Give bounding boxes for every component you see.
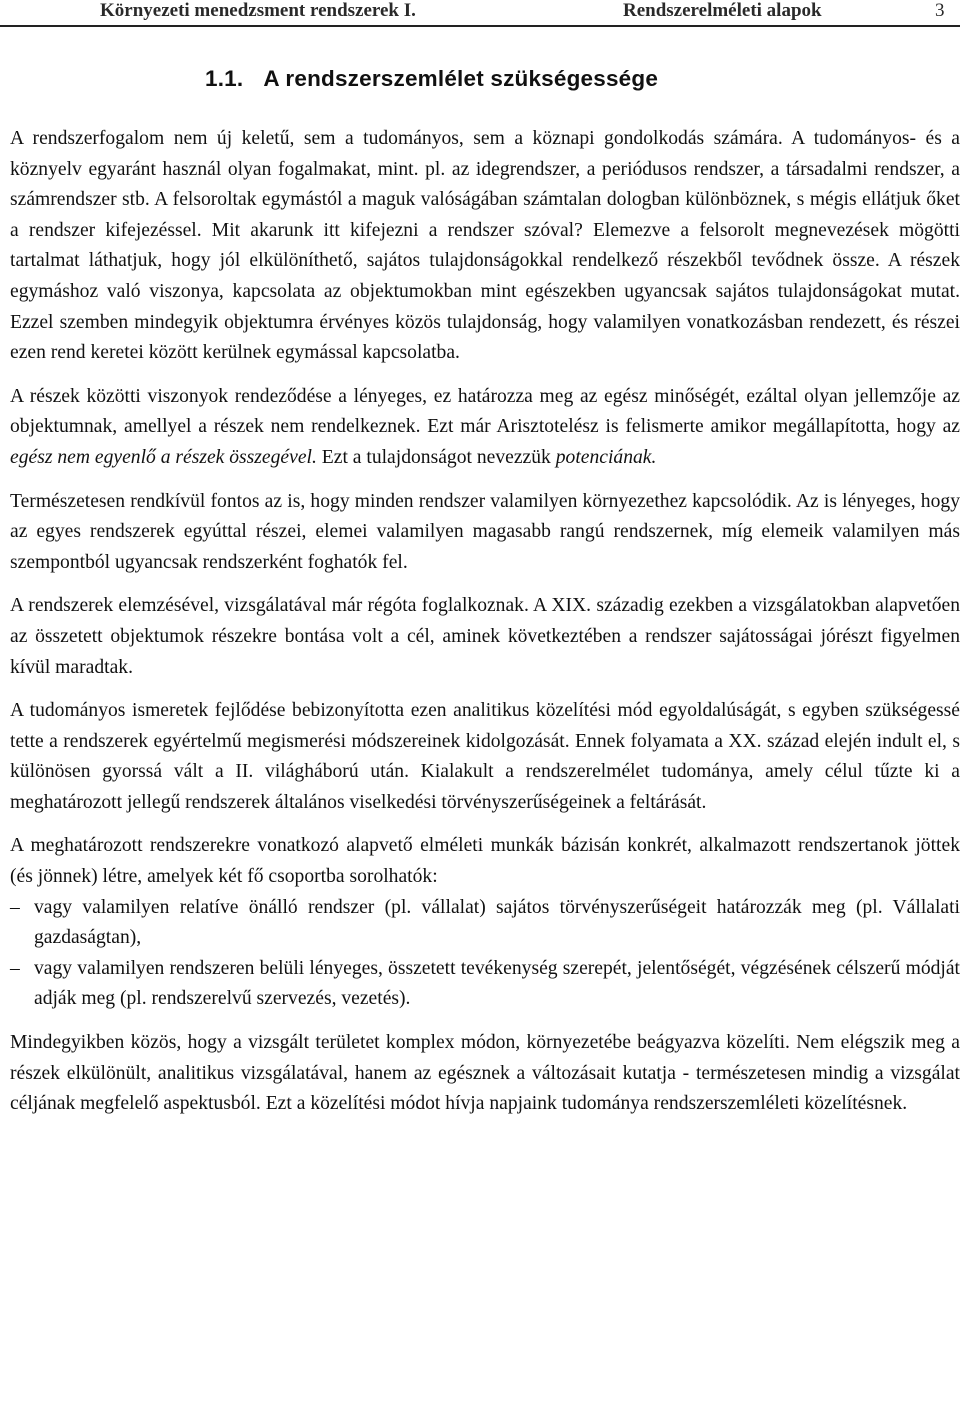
dash-list (10, 893, 960, 1015)
paragraph-5: A tudományos ismeretek fejlődése bebizonyította ezen analitikus közelítési mód egyoldalúságát, s egyben szükségessé tette a rendszerek egyértelmű megismerési módszereinek kidolgozását. Ennek folyamata a XX. század elején indult el, s különösen gyorssá vált a II. világháború után. Kialakult a rendszerelmélet tudománya, amely célul tűzte ki a meghatározott jellegű rendszerek általános viselkedési törvényszerűségeinek a feltárását. (10, 700, 960, 813)
document-body (10, 124, 960, 1120)
header-chapter-title: Rendszerelméleti alapok (623, 0, 822, 21)
paragraph-7: Mindegyikben közös, hogy a vizsgált területet komplex módon, környezetébe beágyazva közelíti. Nem elégszik meg a részek elkülönült, analitikus vizsgálatával, hanem az egésznek a változásait kutatja - természetesen mindig a vizsgálat céljának megfelelő aspektusból. Ezt a közelítési módot hívja napjaink tudománya rendszerszemléleti közelítésnek. (10, 1032, 960, 1115)
running-header (0, 0, 960, 27)
paragraph-2 (10, 382, 960, 474)
list-item-text: vagy valamilyen relatíve önálló rendszer (pl. vállalat) sajátos törvényszerűségeit határozzák meg (pl. Vállalati gazdaságtan), (34, 896, 960, 949)
header-course-title: Környezeti menedzsment rendszerek I. (100, 0, 416, 21)
list-item (10, 893, 960, 954)
paragraph-6: A meghatározott rendszerekre vonatkozó alapvető elméleti munkák bázisán konkrét, alkalmazott rendszertanok jöttek (és jönnek) létre, amelyek két fő csoportba sorolhatók: (10, 835, 960, 888)
list-item-text: vagy valamilyen rendszeren belüli lényeges, összetett tevékenység szerepét, jelentőségét, végzésének célszerű módját adják meg (pl. rendszerelvű szervezés, vezetés). (34, 957, 960, 1010)
section-number: 1.1. (205, 66, 244, 91)
page-number: 3 (935, 0, 945, 21)
paragraph-2-text-a: A részek közötti viszonyok rendeződése a lényeges, ez határozza meg az egész minőségét, ezáltal olyan jellemzője az objektumnak, amellyel a részek nem rendelkeznek. Ezt már Arisztotelész is felismerte amikor megállapította, hogy az (10, 385, 960, 438)
paragraph-2-text-b: Ezt a tulajdonságot nevezzük (316, 446, 556, 468)
list-dash-marker: – (10, 957, 20, 979)
paragraph-2-emphasis-2: potenciának. (555, 446, 657, 468)
paragraph-2-emphasis-1: egész nem egyenlő a részek összegével. (10, 446, 317, 468)
paragraph-3: Természetesen rendkívül fontos az is, hogy minden rendszer valamilyen környezethez kapcsolódik. Az is lényeges, hogy az egyes rendszerek egyúttal részei, elemei valamilyen magasabb rangú rendszernek, míg elemeik valamilyen más szempontból ugyancsak rendszerként foghatók fel. (10, 490, 960, 573)
list-dash-marker: – (10, 896, 20, 918)
paragraph-4: A rendszerek elemzésével, vizsgálatával már régóta foglalkoznak. A XIX. századig ezekben a vizsgálatokban alapvetően az összetett objektumok részekre bontása volt a cél, aminek következtében a rendszer sajátosságai jórészt figyelmen kívül maradtak. (10, 595, 960, 678)
list-item (10, 954, 960, 1015)
section-title: A rendszerszemlélet szükségessége (263, 66, 659, 91)
paragraph-1: A rendszerfogalom nem új keletű, sem a tudományos, sem a köznapi gondolkodás számára. A tudományos- és a köznyelv egyaránt használ olyan fogalmakat, mint. pl. az idegrendszer, a periódusos rendszer, a társadalmi rendszer, a számrendszer stb. A felsoroltak egymástól a maguk valóságában számtalan dologban különböznek, s mégis ellátjuk őket a rendszer kifejezéssel. Mit akarunk itt kifejezni a rendszer szóval? Elemezve a felsorolt megnevezések mögötti tartalmat láthatjuk, hogy jól elkülöníthető, sajátos tulajdonságokkal rendelkező részekből tevődnek össze. A részek egymáshoz való viszonya, kapcsolata az objektumokban mint egészekben ugyancsak sajátos tulajdonságokat mutat. Ezzel szemben mindegyik objektumra érvényes közös tulajdonság, hogy valamilyen vonatkozásban rendezett, és részei ezen rend keretei között kerülnek egymással kapcsolatba. (10, 128, 960, 364)
section-heading (205, 66, 658, 92)
